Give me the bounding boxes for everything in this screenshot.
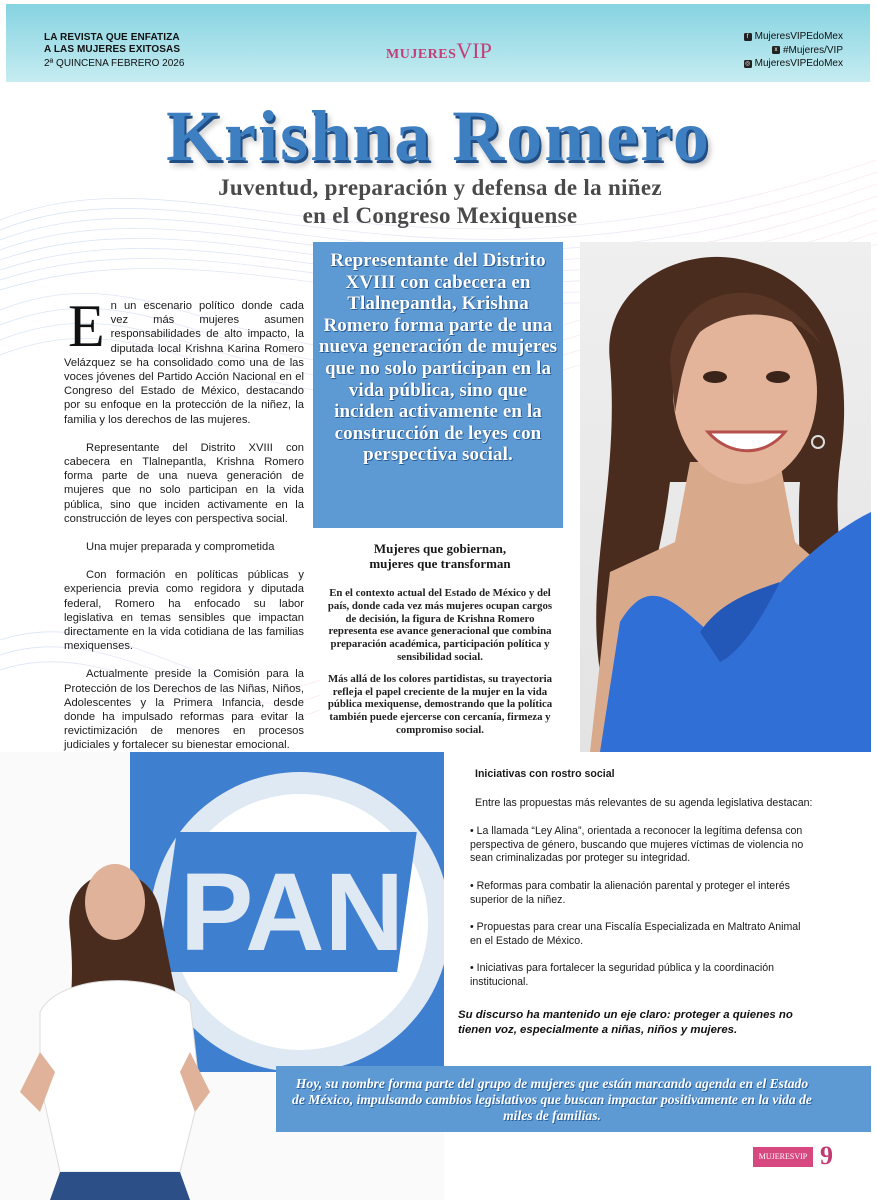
mid-heading: Mujeres que gobiernan, mujeres que transforman (369, 541, 511, 571)
page-number: 9 (820, 1141, 833, 1170)
mid-column (322, 587, 558, 746)
left-column (64, 293, 304, 767)
footer-logo: MUJERESVIP (753, 1147, 813, 1167)
closing-statement: Su discurso ha mantenido un eje claro: proteger a quienes no tienen voz, especialmente a niñas, niños y mujeres. (458, 1009, 793, 1036)
magazine-tagline: LA REVISTA QUE ENFATIZA A LAS MUJERES EXITOSAS (44, 32, 181, 55)
section-heading: Una mujer preparada y comprometida (86, 541, 275, 554)
initiatives-section (470, 768, 815, 1004)
portrait-photo (580, 242, 871, 752)
drop-cap: E (68, 293, 105, 359)
paragraph-intro: En un escenario político donde cada vez más mujeres asumen responsabilidades de alto impacto, la diputada local Krishna Karina Romero Velázquez se ha consolidado como una de las voces jóvenes del Partido Acción Nacional en el Congreso del Estado de México, destacando por su enfoque en la protección de la niñez, la familia y los derechos de las mujeres. (64, 293, 304, 426)
instagram-icon: ◎ (745, 60, 751, 67)
article-subtitle: Juventud, preparación y defensa de la niñez en el Congreso Mexiquense (218, 175, 662, 228)
initiatives-title: Iniciativas con rostro social (475, 768, 615, 780)
x-icon: x (772, 46, 780, 54)
portrait-illustration (580, 242, 871, 752)
initiative-item: • Propuestas para crear una Fiscalía Especializada en Maltrato Animal en el Estado de México. (470, 921, 801, 947)
initiatives-intro: Entre las propuestas más relevantes de su agenda legislativa destacan: (475, 796, 813, 809)
social-facebook[interactable]: f MujeresVIPEdoMex (683, 30, 843, 44)
magazine-logo: MUJERESVIP (386, 38, 492, 63)
issue-date: 2ª QUINCENA FEBRERO 2026 (44, 58, 185, 69)
social-x[interactable]: x #Mujeres/VIP (683, 44, 843, 58)
initiative-item: • Iniciativas para fortalecer la seguridad pública y la coordinación institucional. (470, 962, 775, 988)
paragraph: Más allá de los colores partidistas, su trayectoria refleja el papel creciente de la mujer en la vida pública mexiquense, demostrando que la política también puede ejercerse con cercanía, firmeza y compromiso social. (327, 672, 553, 736)
article-title: Krishna Romero (166, 96, 711, 176)
social-instagram[interactable]: ◎ MujeresVIPEdoMex (745, 58, 843, 69)
facebook-icon: f (744, 33, 752, 41)
pan-photo (0, 752, 444, 1200)
social-links (683, 30, 843, 71)
paragraph: Actualmente preside la Comisión para la Protección de los Derechos de las Niñas, Niños, Adolescentes y la Primera Infancia, desde donde ha impulsado reformas para evitar la revictimización de menores en procesos judiciales y fortalecer su bienestar emocional. (64, 668, 304, 752)
paragraph: Representante del Distrito XVIII con cabecera en Tlalnepantla, Krishna Romero forma parte de una nueva generación de mujeres que no solo participan en la vida pública, sino que inciden activamente en la construcción de leyes con perspectiva social. (64, 441, 304, 525)
pan-sign-text: PAN (179, 851, 405, 974)
initiative-item: • Reformas para combatir la alienación parental y proteger el interés superior de la niñez. (470, 879, 790, 906)
paragraph: En el contexto actual del Estado de México y del país, donde cada vez más mujeres ocupan cargos de decisión, la figura de Krishna Romero representa ese avance generacional que combina preparación académica, participación política y sensibilidad social. (327, 587, 553, 663)
paragraph: Con formación en políticas públicas y experiencia previa como regidora y diputada federal, Romero ha enfocado su labor legislativa en temas sensibles que impactan directamente en la vida cotidiana de las familias mexiquenses. (64, 569, 304, 653)
pull-quote: Representante del Distrito XVIII con cabecera en Tlalnepantla, Krishna Romero forma parte de una nueva generación de mujeres que no solo participan en la vida pública, sino que inciden activamente en la construcción de leyes con perspectiva social. (318, 250, 558, 466)
pan-sign-illustration (0, 752, 444, 1200)
closing-banner-text: Hoy, su nombre forma parte del grupo de mujeres que están marcando agenda en el Estado de México, impulsando cambios legislativos que buscan impactar positivamente en la vida de miles de familias. (292, 1076, 812, 1123)
initiative-item: • La llamada “Ley Alina”, orientada a reconocer la legítima defensa con perspectiva de género, buscando que mujeres víctimas de violencia no sean criminalizadas por proteger su integridad. (470, 825, 804, 865)
